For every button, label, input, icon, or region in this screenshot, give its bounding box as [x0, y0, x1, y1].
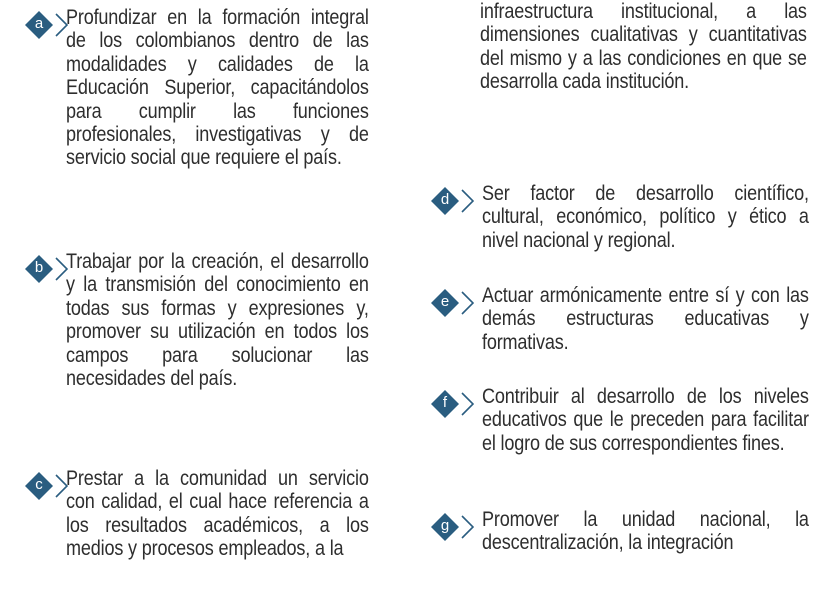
item-text: Contribuir al desarrollo de los niveles educativos que le preceden para facilitar el logro de sus correspondientes fines.	[482, 385, 809, 455]
diamond-bullet-icon	[430, 288, 474, 318]
bullet-letter: b	[34, 259, 44, 276]
diamond-bullet-icon	[24, 10, 68, 40]
diamond-bullet-icon	[24, 471, 68, 501]
item-text: Trabajar por la creación, el desarrollo y la transmisión del conocimiento en todas sus formas y expresiones y, promover su utilización en todos los campos para solucionar las necesidades del país.	[66, 250, 369, 391]
bullet-letter: d	[440, 191, 450, 208]
list-item-b	[24, 250, 396, 390]
bullet-letter: a	[34, 15, 44, 32]
list-item-c-continued	[430, 0, 814, 94]
diamond-bullet-icon	[24, 254, 68, 284]
bullet-letter: f	[442, 394, 448, 411]
list-item-g	[430, 508, 814, 555]
diamond-bullet-icon	[430, 186, 474, 216]
list-item-e	[430, 284, 814, 354]
bullet-letter: g	[440, 517, 450, 534]
bullet-letter: e	[440, 293, 450, 310]
item-text: infraestructura institucional, a las dimensiones cualitativas y cuantitativas del mismo y a las condiciones en que se desarrolla cada institución.	[480, 0, 807, 94]
list-item-c	[24, 467, 396, 561]
item-text: Actuar armónicamente entre sí y con las demás estructuras educativas y formativas.	[482, 284, 809, 354]
item-text: Prestar a la comunidad un servicio con calidad, el cual hace referencia a los resultados académicos, a los medios y procesos empleados, a la	[66, 467, 369, 561]
diamond-bullet-icon	[430, 389, 474, 419]
list-item-d	[430, 182, 814, 252]
list-item-f	[430, 385, 814, 455]
item-text: Ser factor de desarrollo científico, cultural, económico, político y ético a nivel nacional y regional.	[482, 182, 809, 252]
diamond-bullet-icon	[430, 512, 474, 542]
bullet-letter: c	[35, 476, 43, 493]
item-text: Profundizar en la formación integral de los colombianos dentro de las modalidades y calidades de la Educación Superior, capacitándolos para cumplir las funciones profesionales, investigativas y de servicio social que requiere el país.	[66, 6, 369, 170]
list-item-a	[24, 6, 396, 170]
item-text: Promover la unidad nacional, la descentralización, la integración	[482, 508, 809, 555]
